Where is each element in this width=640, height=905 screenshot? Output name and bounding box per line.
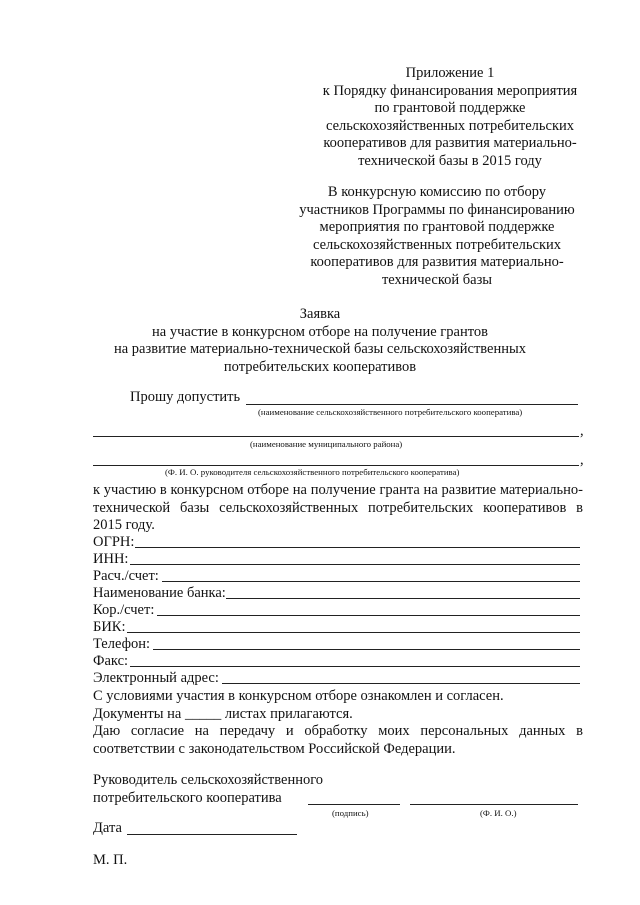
field-input-bank[interactable] [226, 598, 580, 599]
field-label-email: Электронный адрес: [93, 670, 219, 686]
field-label-corr-account: Кор./счет: [93, 602, 155, 618]
field-input-fax[interactable] [130, 666, 580, 667]
addressee-block [282, 184, 592, 290]
signatory-name-line[interactable] [410, 804, 578, 805]
appendix-line: технической базы в 2015 году [358, 152, 542, 169]
director-name-line[interactable] [93, 465, 579, 466]
addressee-line: В конкурсную комиссию по отбору [327, 184, 547, 200]
heading-line: на участие в конкурсном отборе на получение грантов [152, 323, 488, 340]
consent-text: Даю согласие на передачу и обработку моих персональных данных в соответствии с законодательством Российской Федерации. [93, 723, 583, 757]
signatory-title-line: потребительского кооператива [93, 790, 282, 806]
documents-count-blank[interactable]: _____ [184, 706, 222, 722]
date-label: Дата [93, 820, 122, 836]
addressee-line: кооперативов для развития материально- [310, 254, 564, 271]
caption-cooperative: (наименование сельскохозяйственного потребительского кооператива) [258, 407, 523, 417]
field-input-bik[interactable] [127, 632, 580, 633]
appendix-block [300, 65, 600, 171]
caption-name: (Ф. И. О.) [480, 808, 517, 818]
caption-director: (Ф. И. О. руководителя сельскохозяйственного потребительского кооператива) [165, 467, 460, 477]
field-label-bank: Наименование банка: [93, 585, 226, 601]
field-input-corr-account[interactable] [157, 615, 580, 616]
stamp-place: М. П. [93, 852, 128, 868]
heading-title: Заявка [299, 306, 341, 322]
appendix-line: по грантовой поддержке [374, 100, 526, 117]
cooperative-name-line[interactable] [246, 404, 578, 405]
caption-signature: (подпись) [332, 808, 369, 818]
field-input-ogrn[interactable] [135, 547, 580, 548]
documents-line [93, 706, 353, 724]
field-input-email[interactable] [222, 683, 580, 684]
appendix-line: к Порядку финансирования мероприятия [322, 82, 578, 99]
field-label-fax: Факс: [93, 653, 129, 669]
appendix-line: Приложение 1 [405, 65, 495, 81]
addressee-line: технической базы [381, 271, 493, 288]
field-label-inn: ИНН: [93, 551, 129, 567]
agreement-line: С условиями участия в конкурсном отборе ознакомлен и согласен. [93, 688, 504, 704]
request-body: к участию в конкурсном отборе на получение гранта на развитие материально-технической базы сельскохозяйственных потребительских кооперативов в 2015 году. [93, 482, 583, 533]
heading-line: на развитие материально-технической базы сельскохозяйственных [113, 341, 526, 358]
field-input-phone[interactable] [153, 649, 580, 650]
documents-prefix: Документы на [93, 706, 182, 722]
signatory-title-line: Руководитель сельскохозяйственного [93, 772, 324, 788]
addressee-line: сельскохозяйственных потребительских [312, 236, 561, 253]
appendix-line: сельскохозяйственных потребительских [325, 117, 574, 134]
documents-suffix: листах прилагаются. [224, 706, 353, 722]
comma: , [580, 423, 584, 439]
comma: , [580, 452, 584, 468]
field-label-bik: БИК: [93, 619, 126, 635]
field-input-inn[interactable] [130, 564, 580, 565]
addressee-line: участников Программы по финансированию [299, 201, 575, 218]
field-label-account: Расч./счет: [93, 568, 159, 584]
addressee-line: мероприятия по грантовой поддержке [319, 219, 555, 236]
caption-district: (наименование муниципального района) [250, 439, 403, 449]
signature-line[interactable] [308, 804, 400, 805]
field-input-account[interactable] [162, 581, 580, 582]
field-label-phone: Телефон: [93, 636, 151, 652]
district-name-line[interactable] [93, 436, 579, 437]
field-label-ogrn: ОГРН: [93, 534, 135, 550]
date-line[interactable] [127, 834, 297, 835]
request-label: Прошу допустить [130, 389, 241, 405]
heading-line: потребительских кооперативов [223, 358, 417, 375]
document-heading [90, 306, 550, 376]
appendix-line: кооперативов для развития материально- [323, 135, 577, 152]
